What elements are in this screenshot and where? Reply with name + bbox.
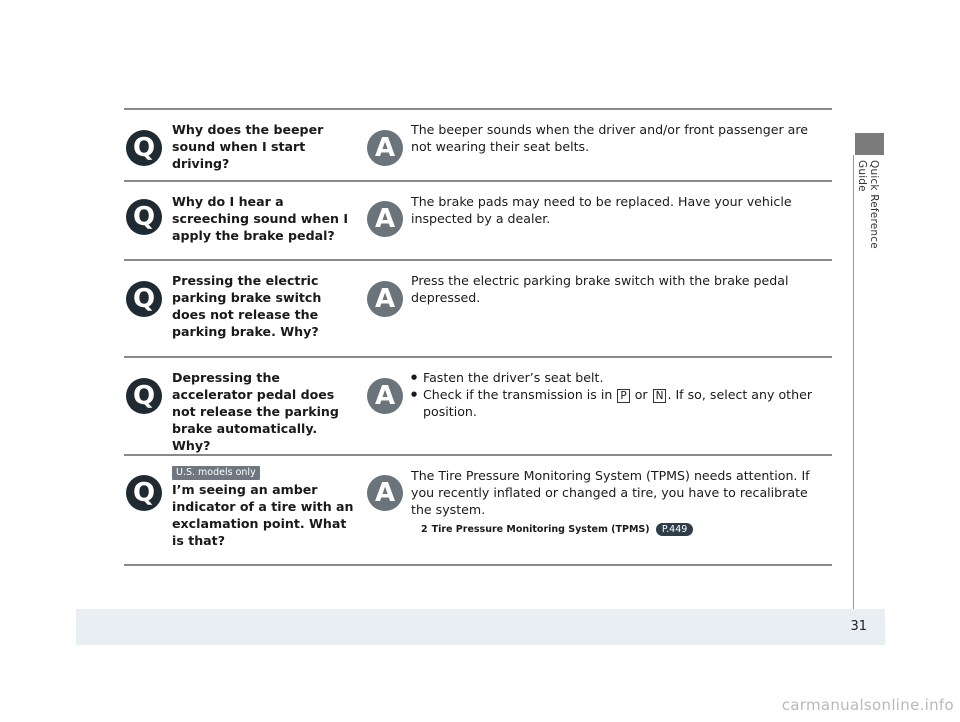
- divider: [124, 356, 832, 358]
- side-divider: [853, 155, 854, 625]
- divider: [124, 454, 832, 456]
- answer-text: The Tire Pressure Monitoring System (TPMS) needs attention. If you recently inflated or changed a tire, you have to recalibrate the system.: [411, 468, 810, 517]
- gear-p-key: P: [617, 389, 629, 403]
- answer-icon: A: [367, 281, 403, 317]
- answer-text: Press the electric parking brake switch with the brake pedal depressed.: [411, 273, 789, 305]
- bullet-item: ● Fasten the driver’s seat belt.: [411, 369, 821, 386]
- answer-icon: A: [367, 201, 403, 237]
- page-reference[interactable]: P.449: [656, 523, 693, 536]
- divider: [124, 259, 832, 261]
- question-icon: Q: [126, 130, 162, 166]
- answer-block: [411, 467, 821, 538]
- bullet-item: ● Check if the transmission is in P or N . If so, select any other position.: [411, 386, 821, 420]
- answer-list: [411, 369, 821, 420]
- answer-text: The brake pads may need to be replaced. Have your vehicle inspected by a dealer.: [411, 194, 792, 226]
- answer-text: The beeper sounds when the driver and/or front passenger are not wearing their seat belts.: [411, 122, 809, 154]
- reference-icon: 2: [421, 524, 428, 535]
- question-icon: Q: [126, 475, 162, 511]
- question-text: Why do I hear a screeching sound when I apply the brake pedal?: [172, 194, 349, 243]
- question-icon: Q: [126, 378, 162, 414]
- section-tab: [855, 133, 884, 155]
- watermark: carmanualsonline.info: [781, 696, 954, 714]
- reference-title: Tire Pressure Monitoring System (TPMS): [431, 524, 650, 535]
- gear-n-key: N: [653, 389, 667, 403]
- answer-icon: A: [367, 475, 403, 511]
- divider: [124, 108, 832, 110]
- question-text: I’m seeing an amber indicator of a tire with an exclamation point. What is that?: [172, 482, 354, 548]
- divider: [124, 180, 832, 182]
- question-text: Pressing the electric parking brake switch does not release the parking brake. Why?: [172, 273, 322, 339]
- cross-reference-link[interactable]: [421, 521, 821, 538]
- question-icon: Q: [126, 281, 162, 317]
- answer-icon: A: [367, 130, 403, 166]
- page-footer: [76, 609, 885, 645]
- answer-icon: A: [367, 378, 403, 414]
- question-icon: Q: [126, 199, 162, 235]
- question-text: Why does the beeper sound when I start driving?: [172, 122, 324, 171]
- page-number: 31: [850, 619, 867, 634]
- divider: [124, 564, 832, 566]
- section-label: Quick Reference Guide: [856, 160, 880, 249]
- region-badge: U.S. models only: [172, 466, 260, 480]
- question-text: Depressing the accelerator pedal does not release the parking brake automatically. Why?: [172, 370, 339, 453]
